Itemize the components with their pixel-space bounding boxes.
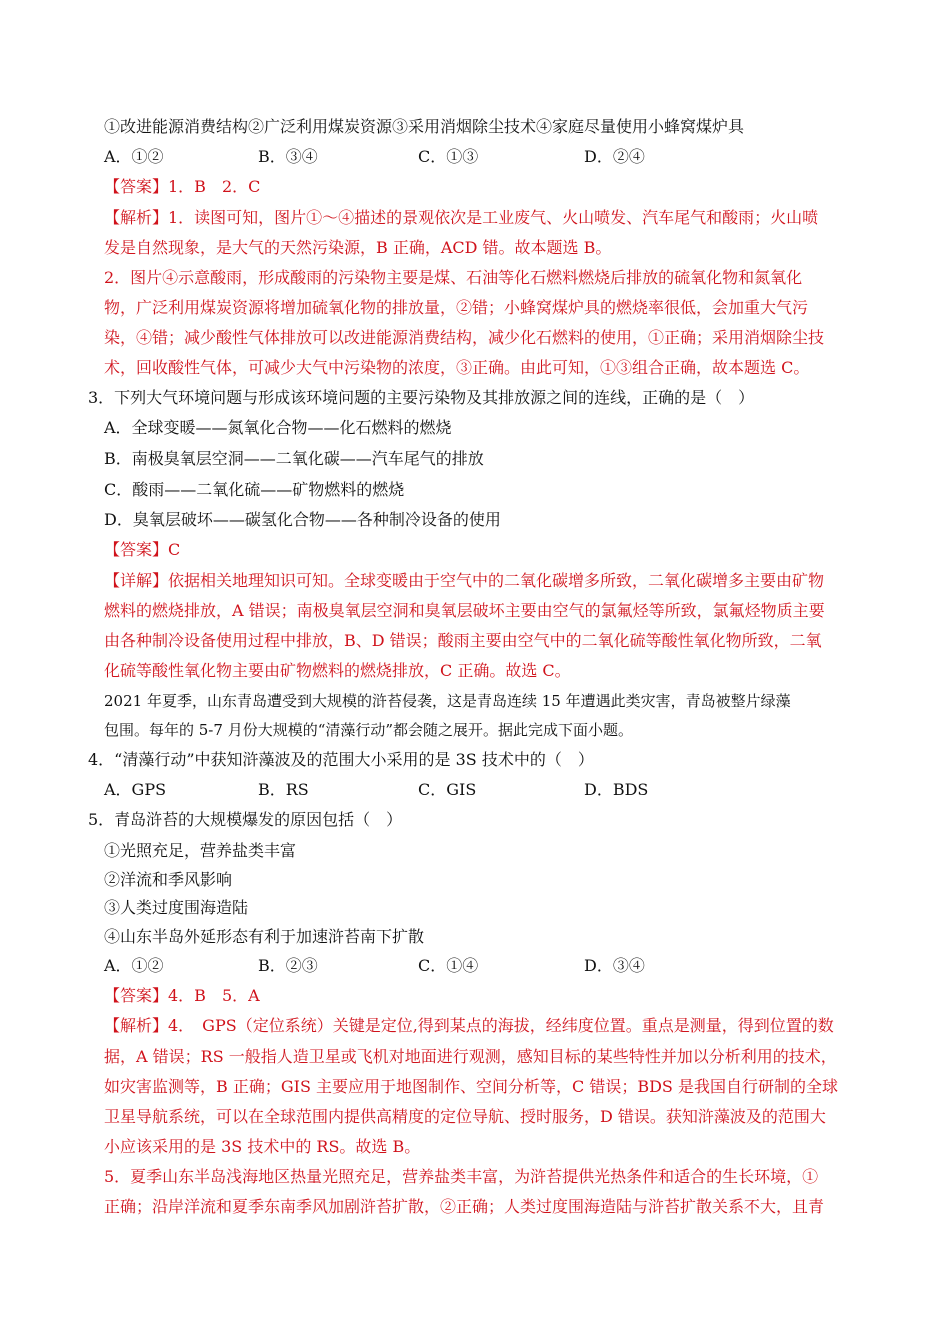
analysis-line: 【解析】1．读图可知，图片①～④描述的景观依次是工业废气、火山喷发、汽车尾气和酸雨；火山喷 — [104, 208, 819, 227]
analysis-line: 2．图片④示意酸雨，形成酸雨的污染物主要是煤、石油等化石燃料燃烧后排放的硫氧化物和氮氧化 — [104, 268, 803, 287]
q5-choice: ④山东半岛外延形态有利于加速浒苔南下扩散 — [104, 927, 425, 946]
q4-option-a: A．GPS — [104, 780, 167, 799]
q5-choice: ②洋流和季风影响 — [104, 870, 233, 889]
answer-3: 【答案】C — [104, 540, 181, 559]
analysis-line: 物，广泛利用煤炭资源将增加硫氧化物的排放量，②错；小蜂窝煤炉具的燃烧率很低，会加重大气污 — [104, 298, 809, 317]
q3-option-a: A．全球变暖——氮氧化合物——化石燃料的燃烧 — [104, 418, 452, 437]
q4-option-b: B．RS — [258, 780, 309, 799]
analysis-line: 术，回收酸性气体，可减少大气中污染物的浓度，③正确。由此可知，①③组合正确，故本题选 C。 — [104, 358, 810, 377]
passage-line: 包围。每年的 5-7 月份大规模的“清藻行动”都会随之展开。据此完成下面小题。 — [104, 721, 634, 739]
passage-line: 2021 年夏季，山东青岛遭受到大规模的浒苔侵袭，这是青岛连续 15 年遭遇此类灾害，青岛被整片绿藻 — [104, 692, 791, 710]
answer-1-2: 【答案】1．B 2．C — [104, 177, 261, 196]
q5-option-a: A．①② — [104, 956, 164, 975]
q5-option-d: D．③④ — [584, 956, 645, 975]
analysis-line: 【解析】4． GPS（定位系统）关键是定位,得到某点的海拔，经纬度位置。重点是测量，得到位置的数 — [104, 1016, 834, 1035]
q5-option-c: C．①④ — [418, 956, 479, 975]
analysis-line: 5．夏季山东半岛浅海地区热量光照充足，营养盐类丰富，为浒苔提供光热条件和适合的生长环境，① — [104, 1167, 819, 1186]
q2-option-d: D．②④ — [584, 147, 645, 166]
q4-option-d: D．BDS — [584, 780, 649, 799]
detail-line: 化硫等酸性氧化物主要由矿物燃料的燃烧排放，C 正确。故选 C。 — [104, 661, 571, 680]
analysis-line: 发是自然现象，是大气的天然污染源，B 正确，ACD 错。故本题选 B。 — [104, 238, 612, 257]
analysis-line: 卫星导航系统，可以在全球范围内提供高精度的定位导航、授时服务，D 错误。获知浒藻波及的范围大 — [104, 1107, 826, 1126]
q4-stem: 4．“清藻行动”中获知浒藻波及的范围大小采用的是 3S 技术中的（ ） — [88, 750, 594, 769]
q2-option-c: C．①③ — [418, 147, 479, 166]
q3-option-b: B．南极臭氧层空洞——二氧化碳——汽车尾气的排放 — [104, 449, 484, 468]
q3-option-d: D．臭氧层破坏——碳氢化合物——各种制冷设备的使用 — [104, 510, 501, 529]
detail-line: 由各种制冷设备使用过程中排放，B、D 错误；酸雨主要由空气中的二氧化硫等酸性氧化物所致，二氧 — [104, 631, 822, 650]
analysis-line: 染，④错；减少酸性气体排放可以改进能源消费结构，减少化石燃料的使用，①正确；采用消烟除尘技 — [104, 328, 825, 347]
detail-line: 【详解】依据相关地理知识可知。全球变暖由于空气中的二氧化碳增多所致，二氧化碳增多主要由矿物 — [104, 571, 825, 590]
analysis-line: 正确；沿岸洋流和夏季东南季风加剧浒苔扩散，②正确；人类过度围海造陆与浒苔扩散关系不大，且青 — [104, 1197, 825, 1216]
q5-choice: ③人类过度围海造陆 — [104, 898, 249, 917]
analysis-line: 小应该采用的是 3S 技术中的 RS。故选 B。 — [104, 1137, 421, 1156]
q2-option-a: A．①② — [104, 147, 164, 166]
q2-option-b: B．③④ — [258, 147, 318, 166]
detail-line: 燃料的燃烧排放，A 错误；南极臭氧层空洞和臭氧层破坏主要由空气的氯氟烃等所致，氯氟烃物质主要 — [104, 601, 825, 620]
q5-stem: 5．青岛浒苔的大规模爆发的原因包括（ ） — [88, 810, 403, 829]
q5-choice: ①光照充足，营养盐类丰富 — [104, 841, 297, 860]
answer-4-5: 【答案】4．B 5．A — [104, 986, 260, 1005]
analysis-line: 据，A 错误；RS 一般指人造卫星或飞机对地面进行观测，感知目标的某些特性并加以分析利用的技术， — [104, 1047, 837, 1066]
q4-option-c: C．GIS — [418, 780, 477, 799]
q2-choices-line: ①改进能源消费结构②广泛利用煤炭资源③采用消烟除尘技术④家庭尽量使用小蜂窝煤炉具 — [104, 117, 745, 136]
analysis-line: 如灾害监测等，B 正确；GIS 主要应用于地图制作、空间分析等，C 错误；BDS 是我国自行研制的全球 — [104, 1077, 838, 1096]
q3-option-c: C．酸雨——二氧化硫——矿物燃料的燃烧 — [104, 480, 405, 499]
q5-option-b: B．②③ — [258, 956, 318, 975]
q3-stem: 3．下列大气环境问题与形成该环境问题的主要污染物及其排放源之间的连线，正确的是（ ） — [88, 388, 755, 407]
